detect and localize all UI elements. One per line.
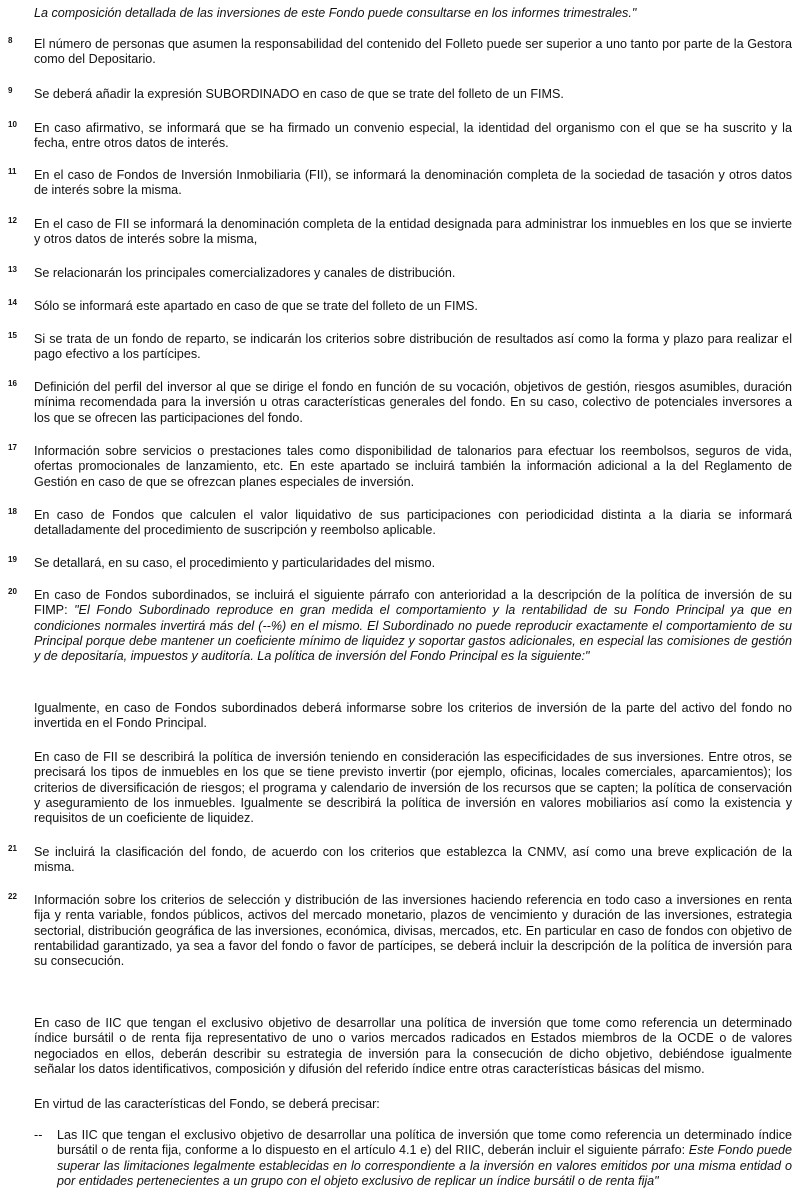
footnote-number: 16 (8, 379, 17, 388)
footnote-text: En el caso de Fondos de Inversión Inmobiliaria (FII), se informará la denominación completa de la sociedad de tasación y otros datos de interés sobre la misma. (34, 168, 792, 198)
footnote-text: Se detallará, en su caso, el procedimiento y particularidades del mismo. (34, 556, 436, 570)
footnote-text: Información sobre servicios o prestaciones tales como disponibilidad de talonarios para efectuar los reembolsos, seguros de vida, ofertas promocionales de lanzamiento, etc. En este apartado se incluirá también la información adicional a la del Reglamento de Gestión en caso de que se ofrezcan planes especiales de inversión. (34, 444, 792, 489)
footnote-18 (8, 508, 792, 539)
footnote-text-italic: "El Fondo Subordinado reproduce en gran medida el comportamiento y la rentabilidad de su Fondo Principal ya que en condiciones normales invertirá más del (--%) en el mismo. El Subordinado no puede reproducir exactamente el comportamiento de su Principal porque debe mantener un coeficiente mínimo de liquidez y soportar gastos adicionales, en especial las comisiones de gestión y de depositaría, impuestos y auditoría. La política de inversión del Fondo Principal es la siguiente:" (34, 603, 792, 664)
footnote-11 (8, 168, 792, 199)
footnote-14 (8, 299, 792, 314)
footnote-text: Información sobre los criterios de selección y distribución de las inversiones haciendo referencia en todo caso a inversiones en renta fija y renta variable, fondos públicos, activos del mercado monetario, plazos de vencimiento y duración de las inversiones, estrategia sectorial, distribución geográfica de las inversiones, económica, divisas, mercados, etc. En particular en caso de fondos con objetivo de rentabilidad garantizado, ya sea a favor del fondo o favor de partícipes, se deberá incluir la descripción de la política de inversión para su consecución. (34, 893, 792, 969)
footnote-22 (8, 893, 792, 969)
list-item-text: Las IIC que tengan el exclusivo objetivo de desarrollar una política de inversión que tome como referencia un determinado índice bursátil o de renta fija, conforme a lo dispuesto en el artículo 4.1 e) del RIIC, deberán incluir el siguiente párrafo: (57, 1128, 792, 1158)
footnote-text: Si se trata de un fondo de reparto, se indicarán los criterios sobre distribución de resultados así como la forma y plazo para realizar el pago efectivo a los partícipes. (34, 332, 792, 362)
list-item-iic (57, 1128, 792, 1189)
footnote-text (34, 588, 792, 664)
intro-text: La composición detallada de las inversiones de este Fondo puede consultarse en los informes trimestrales." (34, 6, 637, 20)
footnote-number: 14 (8, 298, 17, 307)
list-dash: -- (34, 1128, 43, 1142)
footnote-text: Sólo se informará este apartado en caso de que se trate del folleto de un FIMS. (34, 299, 478, 313)
footnote-10 (8, 121, 792, 152)
footnote-17 (8, 444, 792, 490)
footnote-number: 13 (8, 265, 17, 274)
footnote-number: 18 (8, 507, 17, 516)
footnote-number: 9 (8, 86, 13, 95)
footnote-number: 20 (8, 587, 17, 596)
footnote-text: En caso afirmativo, se informará que se ha firmado un convenio especial, la identidad del organismo con el que se ha suscrito y la fecha, entre otros datos de interés. (34, 121, 792, 151)
footnote-number: 15 (8, 331, 17, 340)
footnote-number: 8 (8, 36, 13, 45)
footnote-text-plain: En caso de Fondos subordinados, se incluirá el siguiente párrafo con anterioridad a la descripción de la política de inversión de su FIMP: (34, 588, 792, 618)
footnote-number: 17 (8, 443, 17, 452)
footnote-number: 22 (8, 892, 17, 901)
paragraph-iic-indice: En caso de IIC que tengan el exclusivo objetivo de desarrollar una política de inversión que tome como referencia un determinado índice bursátil o de renta fija representativo de uno o varios mercados radicados en Estados miembros de la OCDE o de valores negociados en ellos, deberán describir su estrategia de inversión para la consecución de dicho objetivo, debiéndose igualmente señalar los datos identificativos, composición y difusión del referido índice entre otras características básicas del mismo. (34, 1016, 792, 1076)
footnote-number: 21 (8, 844, 17, 853)
footnote-text: Se incluirá la clasificación del fondo, de acuerdo con los criterios que establezca la CNMV, así como una breve explicación de la misma. (34, 845, 792, 875)
footnote-text: En caso de Fondos que calculen el valor liquidativo de sus participaciones con periodicidad distinta a la diaria se informará detalladamente del procedimiento de suscripción y reembolso aplicable. (34, 508, 792, 538)
footnote-15 (8, 332, 792, 363)
footnote-number: 19 (8, 555, 17, 564)
footnote-number: 11 (8, 167, 17, 176)
footnote-text: Se deberá añadir la expresión SUBORDINADO en caso de que se trate del folleto de un FIMS. (34, 87, 564, 101)
footnote-text: Definición del perfil del inversor al que se dirige el fondo en función de su vocación, objetivos de gestión, riesgos asumibles, duración mínima recomendada para la inversión u otras características generales del fondo. En su caso, colectivo de potenciales inversores a los que se ofrecen las participaciones del fondo. (34, 380, 792, 425)
footnote-19 (8, 556, 792, 571)
paragraph-fii-politica: En caso de FII se describirá la política de inversión teniendo en consideración las especificidades de sus inversiones. Entre otros, se precisará los tipos de inmuebles en los que se tiene previsto invertir (por ejemplo, oficinas, locales comerciales, aparcamientos); los criterios de diversificación de riesgos; el programa y calendario de inversión de los recursos que se capten; la política de conservación y aseguramiento de los inmuebles. Igualmente se describirá la política de inversión en valores mobiliarios así como la existencia y requisitos de un coeficiente de liquidez. (34, 750, 792, 826)
footnote-8 (8, 37, 792, 68)
footnote-16 (8, 380, 792, 426)
footnote-21 (8, 845, 792, 876)
footnote-20 (8, 588, 792, 664)
paragraph-fondos-subordinados: Igualmente, en caso de Fondos subordinados deberá informarse sobre los criterios de inversión de la parte del activo del fondo no invertida en el Fondo Principal. (34, 701, 792, 731)
list-item-italic: Este Fondo puede superar las limitaciones legalmente establecidas en lo correspondiente a la inversión en valores emitidos por una misma entidad o por entidades pertenecientes a un grupo con el objeto exclusivo de replicar un índice bursátil o de renta fija" (57, 1143, 792, 1188)
footnote-text: Se relacionarán los principales comercializadores y canales de distribución. (34, 266, 456, 280)
footnote-number: 10 (8, 120, 17, 129)
footnote-text: En el caso de FII se informará la denominación completa de la entidad designada para administrar los inmuebles en los que se invierte y otros datos de interés sobre la misma, (34, 217, 792, 247)
footnote-9 (8, 87, 792, 102)
footnote-13 (8, 266, 792, 281)
footnote-text: El número de personas que asumen la responsabilidad del contenido del Folleto puede ser superior a uno tanto por parte de la Gestora como del Depositario. (34, 37, 792, 67)
paragraph-precisar: En virtud de las características del Fondo, se deberá precisar: (34, 1097, 380, 1111)
footnote-12 (8, 217, 792, 248)
footnote-number: 12 (8, 216, 17, 225)
